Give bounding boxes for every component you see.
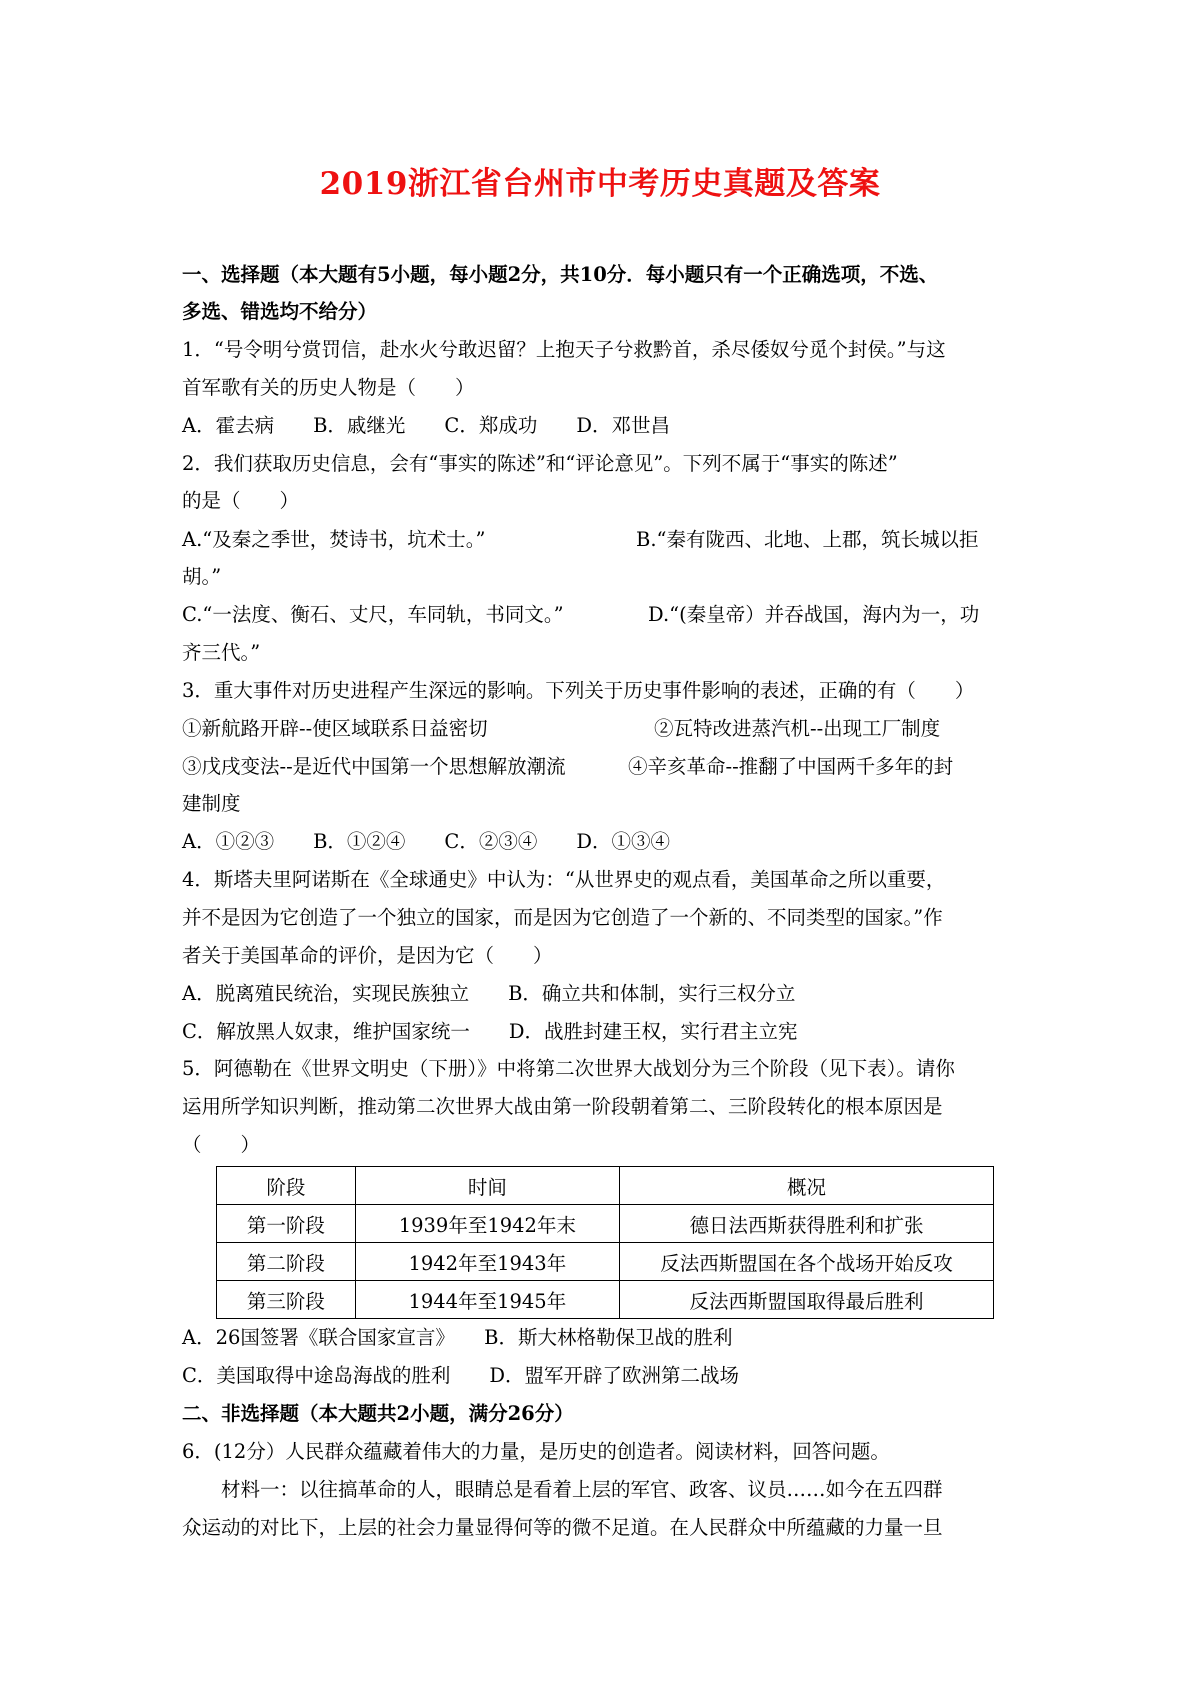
q3-options: A．①②③ B．①②④ C．②③④ D．①③④ <box>182 830 670 853</box>
q6-material-1-cont: 众运动的对比下，上层的社会力量显得何等的微不足道。在人民群众中所蕴藏的力量一旦 <box>182 1516 943 1539</box>
table-cell: 第三阶段 <box>217 1281 356 1319</box>
q4-stem: 4．斯塔夫里阿诺斯在《全球通史》中认为：“从世界史的观点看，美国革命之所以重要， <box>182 868 946 891</box>
q2-option-b-cont: 胡。” <box>182 565 222 588</box>
q3-statement-2: ②瓦特改进蒸汽机--出现工厂制度 <box>654 717 941 740</box>
q2-stem: 2．我们获取历史信息，会有“事实的陈述”和“评论意见”。下列不属于“事实的陈述” <box>182 452 898 475</box>
table-header-row <box>217 1167 994 1205</box>
q2-option-d-cont: 齐三代。” <box>182 641 261 664</box>
table-cell: 反法西斯盟国取得最后胜利 <box>620 1281 994 1319</box>
q4-options-cd: C．解放黑人奴隶，维护国家统一 D．战胜封建王权，实行君主立宪 <box>182 1020 798 1043</box>
q5-options-ab: A．26国签署《联合国家宣言》 B．斯大林格勒保卫战的胜利 <box>182 1326 733 1349</box>
section1-heading: 一、选择题（本大题有5小题，每小题2分，共10分．每小题只有一个正确选项，不选、 <box>182 263 939 286</box>
q5-options-cd: C．美国取得中途岛海战的胜利 D．盟军开辟了欧洲第二战场 <box>182 1364 740 1387</box>
q2-option-b: B.“秦有陇西、北地、上郡，筑长城以拒 <box>636 528 979 551</box>
section1-heading-cont: 多选、错选均不给分） <box>182 300 378 323</box>
table-row <box>217 1281 994 1319</box>
q5-stem-cont-2: （ ） <box>182 1133 261 1156</box>
table-cell: 反法西斯盟国在各个战场开始反攻 <box>620 1243 994 1281</box>
table-row <box>217 1243 994 1281</box>
q2-stem-cont: 的是（ ） <box>182 489 300 512</box>
q1-stem: 1．“号令明兮赏罚信，赴水火兮敢迟留？上抱天子兮救黔首，杀尽倭奴兮觅个封侯。”与这 <box>182 338 946 361</box>
table-row <box>217 1205 994 1243</box>
q6-material-1: 材料一：以往搞革命的人，眼睛总是看着上层的军官、政客、议员……如今在五四群 <box>221 1478 943 1501</box>
q3-stem: 3．重大事件对历史进程产生深远的影响。下列关于历史事件影响的表述，正确的有（ ） <box>182 679 975 702</box>
q4-stem-cont-2: 者关于美国革命的评价，是因为它（ ） <box>182 944 553 967</box>
q3-statement-1: ①新航路开辟--使区域联系日益密切 <box>182 717 488 740</box>
page-title: 2019浙江省台州市中考历史真题及答案 <box>319 166 881 202</box>
q1-options: A．霍去病 B．戚继光 C．郑成功 D．邓世昌 <box>182 414 670 437</box>
q6-stem: 6．(12分）人民群众蕴藏着伟大的力量，是历史的创造者。阅读材料，回答问题。 <box>182 1440 890 1463</box>
table-cell: 第二阶段 <box>217 1243 356 1281</box>
q2-option-c: C.“一法度、衡石、丈尺，车同轨，书同文。” <box>182 603 564 626</box>
ww2-phases-table <box>216 1166 994 1319</box>
table-cell: 1944年至1945年 <box>355 1281 619 1319</box>
table-cell: 德日法西斯获得胜利和扩张 <box>620 1205 994 1243</box>
table-cell: 第一阶段 <box>217 1205 356 1243</box>
q3-statement-4: ④辛亥革命--推翻了中国两千多年的封 <box>628 755 954 778</box>
q2-option-a: A.“及秦之季世，焚诗书，坑术士。” <box>182 528 486 551</box>
table-header-cell: 时间 <box>355 1167 619 1205</box>
q4-options-ab: A．脱离殖民统治，实现民族独立 B．确立共和体制，实行三权分立 <box>182 982 796 1005</box>
table-header-cell: 概况 <box>620 1167 994 1205</box>
q2-option-d: D.“(秦皇帝）并吞战国，海内为一，功 <box>648 603 980 626</box>
q1-stem-cont: 首军歌有关的历史人物是（ ） <box>182 376 475 399</box>
q3-statement-3: ③戊戌变法--是近代中国第一个思想解放潮流 <box>182 755 566 778</box>
q3-statement-4-cont: 建制度 <box>182 792 241 815</box>
q4-stem-cont-1: 并不是因为它创造了一个独立的国家，而是因为它创造了一个新的、不同类型的国家。”作 <box>182 906 943 929</box>
q5-stem-cont-1: 运用所学知识判断，推动第二次世界大战由第一阶段朝着第二、三阶段转化的根本原因是 <box>182 1095 943 1118</box>
section2-heading: 二、非选择题（本大题共2小题，满分26分） <box>182 1402 574 1425</box>
table-header-cell: 阶段 <box>217 1167 356 1205</box>
table-cell: 1939年至1942年末 <box>355 1205 619 1243</box>
table-cell: 1942年至1943年 <box>355 1243 619 1281</box>
q5-stem: 5．阿德勒在《世界文明史（下册）》中将第二次世界大战划分为三个阶段（见下表）。请你 <box>182 1057 955 1080</box>
